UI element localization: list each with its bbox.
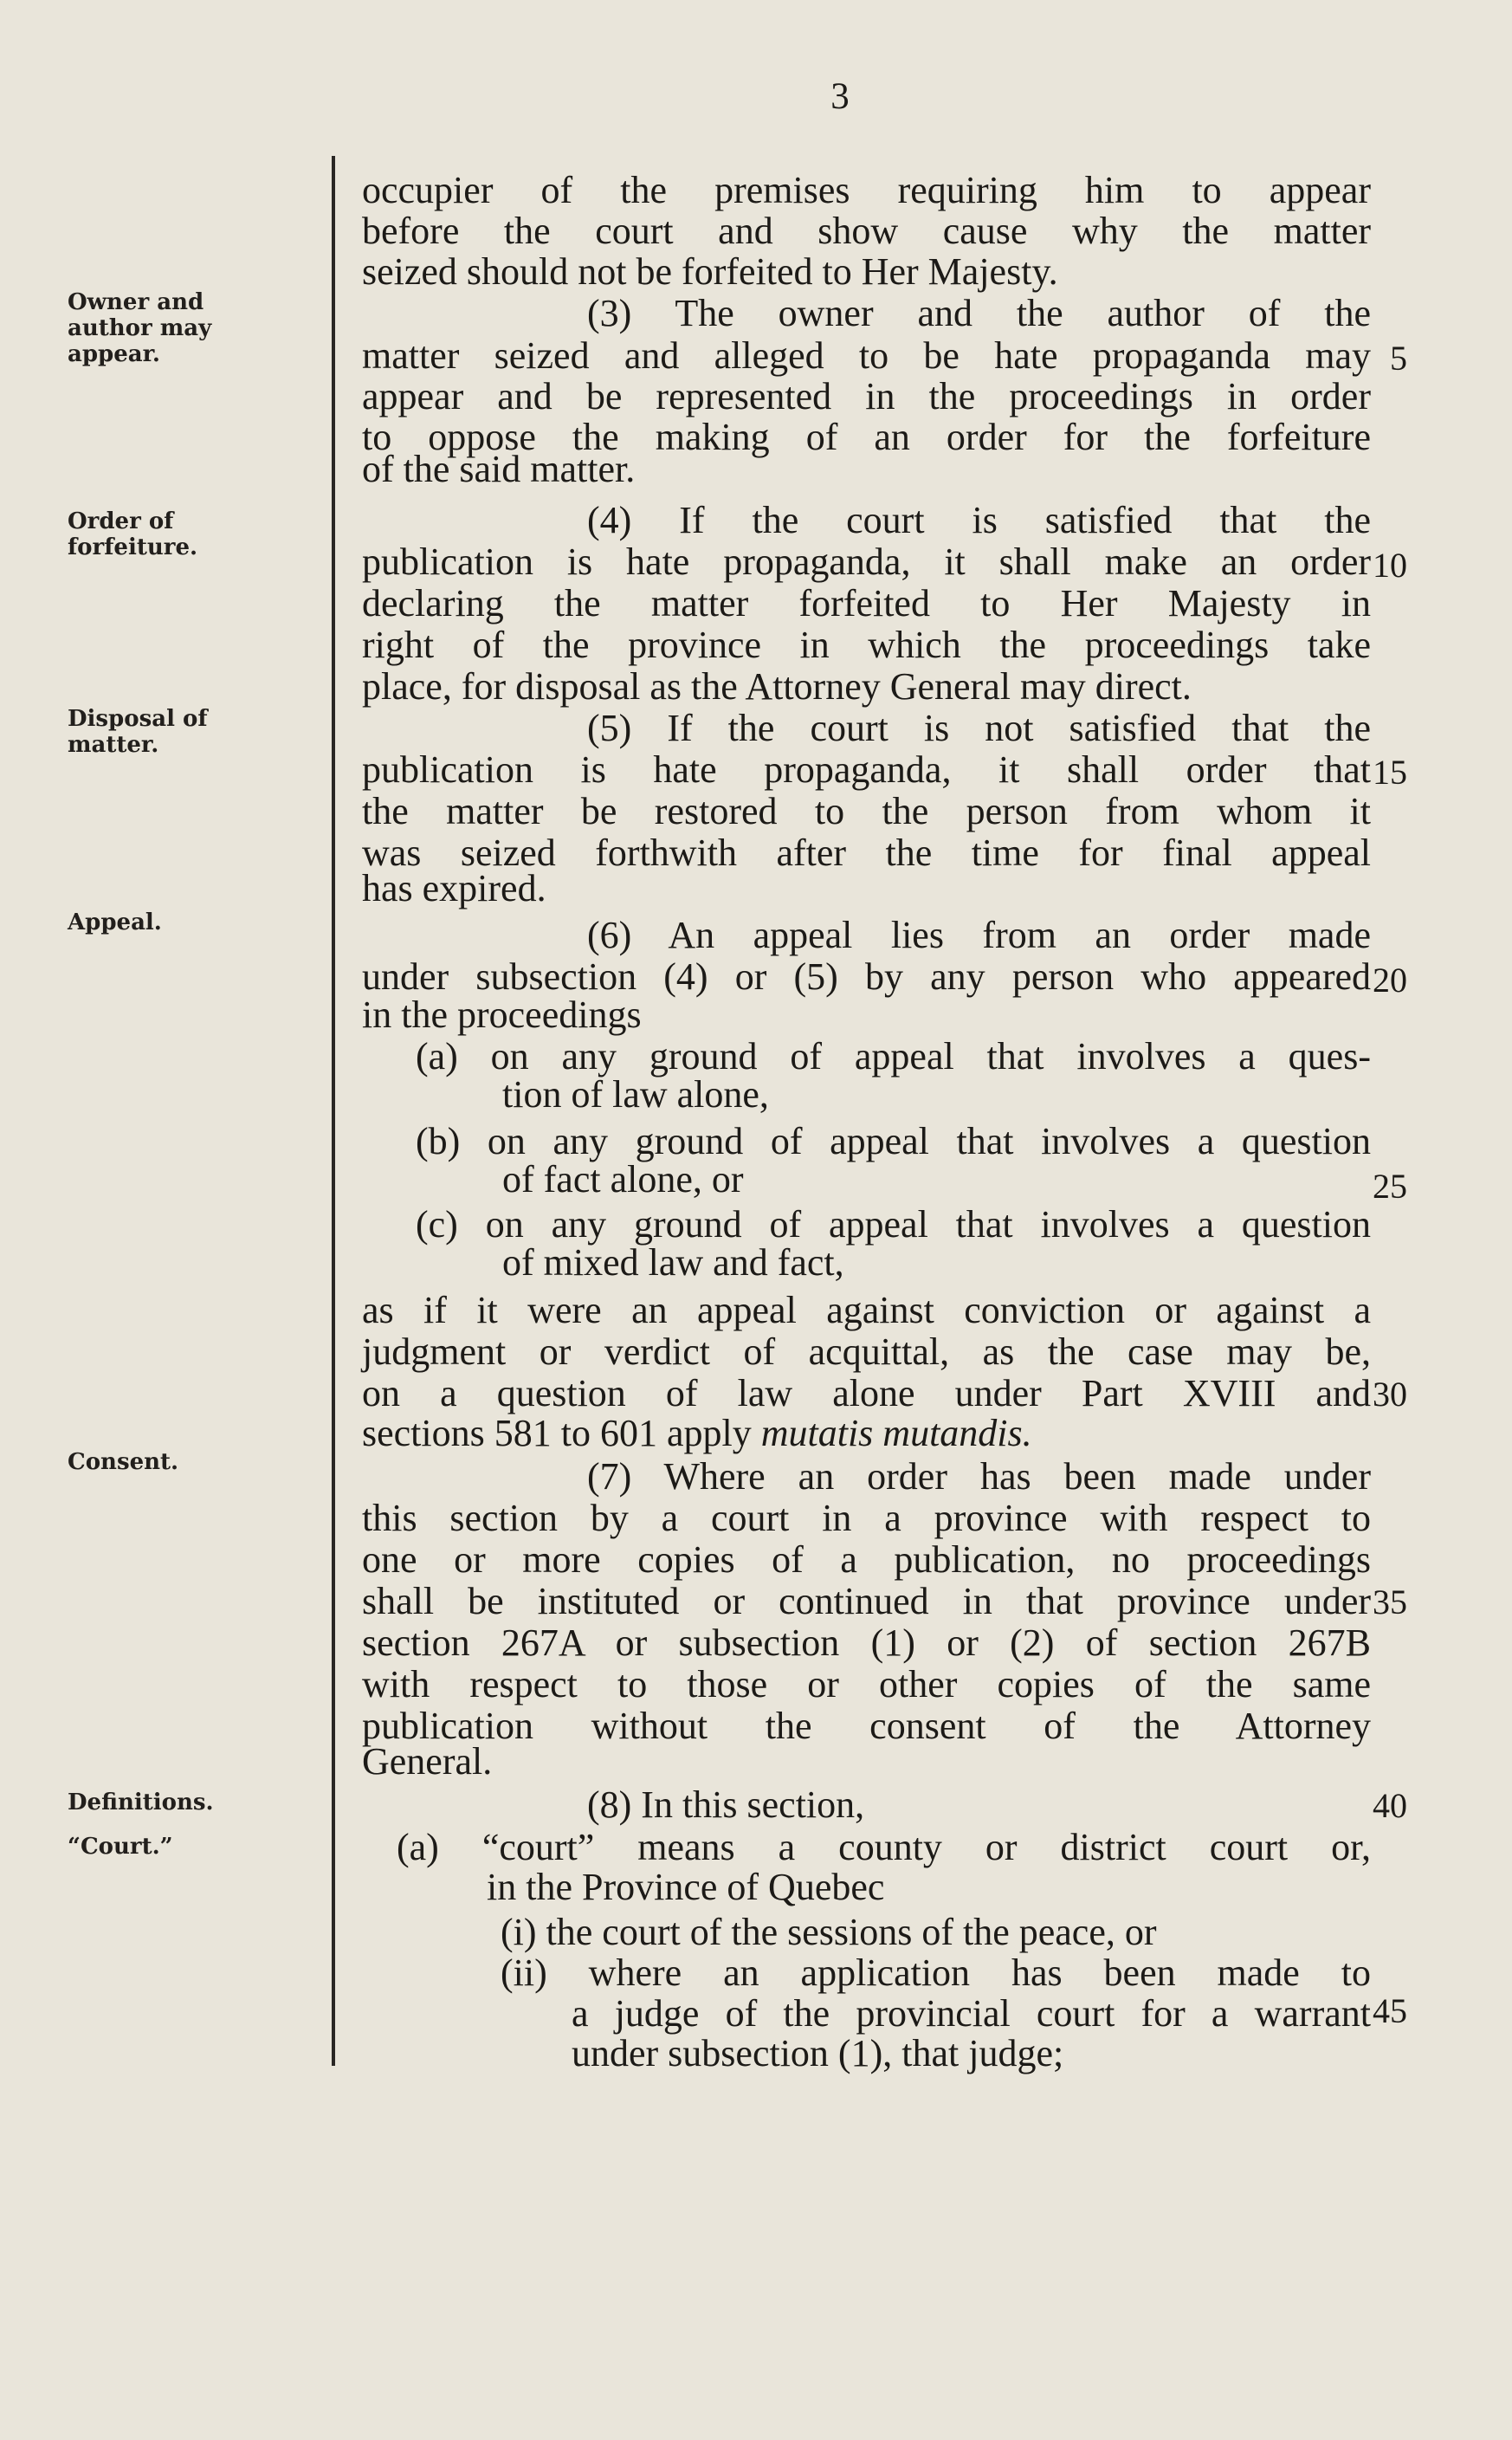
text-span: sections 581 to 601 apply	[362, 1412, 752, 1454]
text-line: to oppose the making of an order for the forfeiture	[362, 416, 1371, 458]
text-line: publication without the consent of the Attorney	[362, 1705, 1371, 1747]
text-line: appear and be represented in the proceedings in order	[362, 375, 1371, 417]
text-line: one or more copies of a publication, no proceedings	[362, 1538, 1371, 1581]
margin-note-consent: Consent.	[68, 1449, 179, 1475]
text-line: seized should not be forfeited to Her Majesty.	[362, 250, 1058, 293]
text-line: (8) In this section,	[587, 1783, 865, 1826]
text-line: declaring the matter forfeited to Her Majesty in	[362, 582, 1371, 625]
margin-note-disposal: Disposal of matter.	[68, 706, 208, 758]
text-span-italic: mutatis mutandis.	[760, 1412, 1032, 1454]
text-line: under subsection (4) or (5) by any person who appeared	[362, 955, 1371, 998]
text-line: of fact alone, or	[502, 1158, 744, 1201]
margin-note-owner-author: Owner and author may appear.	[68, 289, 212, 367]
text-line: a judge of the provincial court for a warrant	[572, 1992, 1371, 2035]
page-number: 3	[830, 76, 850, 117]
line-number: 35	[1373, 1582, 1407, 1621]
text-line: (i) the court of the sessions of the peace, or	[501, 1911, 1157, 1953]
text-line: publication is hate propaganda, it shall order that	[362, 748, 1371, 791]
text-line: (3) The owner and the author of the	[587, 292, 1371, 334]
line-number: 10	[1373, 546, 1407, 585]
margin-note-court: “Court.”	[68, 1834, 173, 1860]
text-line: (5) If the court is not satisfied that the	[587, 707, 1371, 749]
text-line: under subsection (1), that judge;	[572, 2032, 1064, 2074]
text-line: (7) Where an order has been made under	[587, 1455, 1371, 1498]
text-line: (a) “court” means a county or district court or,	[397, 1826, 1371, 1868]
line-number: 20	[1373, 961, 1407, 1000]
text-line: has expired.	[362, 867, 546, 909]
text-line: of the said matter.	[362, 448, 636, 490]
text-line: (c) on any ground of appeal that involves a question	[416, 1203, 1371, 1246]
line-number: 45	[1373, 1991, 1407, 2030]
line-number: 25	[1373, 1167, 1407, 1206]
text-line: occupier of the premises requiring him to appear	[362, 169, 1371, 211]
text-line: General.	[362, 1740, 493, 1783]
line-number: 15	[1373, 753, 1407, 792]
text-line: matter seized and alleged to be hate propaganda may	[362, 334, 1371, 377]
text-line: in the Province of Quebec	[487, 1866, 885, 1908]
text-line: place, for disposal as the Attorney General may direct.	[362, 665, 1192, 708]
text-line	[362, 1413, 1371, 1454]
line-number: 40	[1373, 1786, 1407, 1825]
text-line: of mixed law and fact,	[502, 1241, 844, 1284]
text-line: on a question of law alone under Part XVIII and	[362, 1372, 1371, 1414]
text-line: judgment or verdict of acquittal, as the case may be,	[362, 1330, 1371, 1373]
margin-note-order-of-forfeiture: Order of forfeiture.	[68, 508, 198, 560]
text-line: (6) An appeal lies from an order made	[587, 914, 1371, 956]
text-line: shall be instituted or continued in that province under	[362, 1580, 1371, 1622]
text-line: as if it were an appeal against conviction or against a	[362, 1289, 1371, 1331]
line-number: 30	[1373, 1375, 1407, 1414]
text-line: was seized forthwith after the time for final appeal	[362, 832, 1371, 874]
vertical-rule	[332, 156, 335, 2066]
text-line: (a) on any ground of appeal that involves a ques-	[416, 1035, 1371, 1078]
text-line: right of the province in which the proceedings take	[362, 624, 1371, 666]
text-line: before the court and show cause why the matter	[362, 210, 1371, 252]
text-line: (b) on any ground of appeal that involves a question	[416, 1120, 1371, 1162]
text-line: publication is hate propaganda, it shall make an order	[362, 540, 1371, 583]
text-line: in the proceedings	[362, 993, 642, 1036]
margin-note-appeal: Appeal.	[68, 909, 162, 935]
text-line: (4) If the court is satisfied that the	[587, 499, 1371, 541]
text-line: with respect to those or other copies of the same	[362, 1663, 1371, 1705]
text-line: (ii) where an application has been made to	[501, 1951, 1371, 1994]
text-line: tion of law alone,	[502, 1073, 769, 1116]
text-line: this section by a court in a province with respect to	[362, 1497, 1371, 1539]
text-line: section 267A or subsection (1) or (2) of section 267B	[362, 1621, 1371, 1664]
line-number: 5	[1390, 339, 1407, 378]
text-line: the matter be restored to the person from whom it	[362, 790, 1371, 832]
margin-note-definitions: Definitions.	[68, 1790, 214, 1815]
